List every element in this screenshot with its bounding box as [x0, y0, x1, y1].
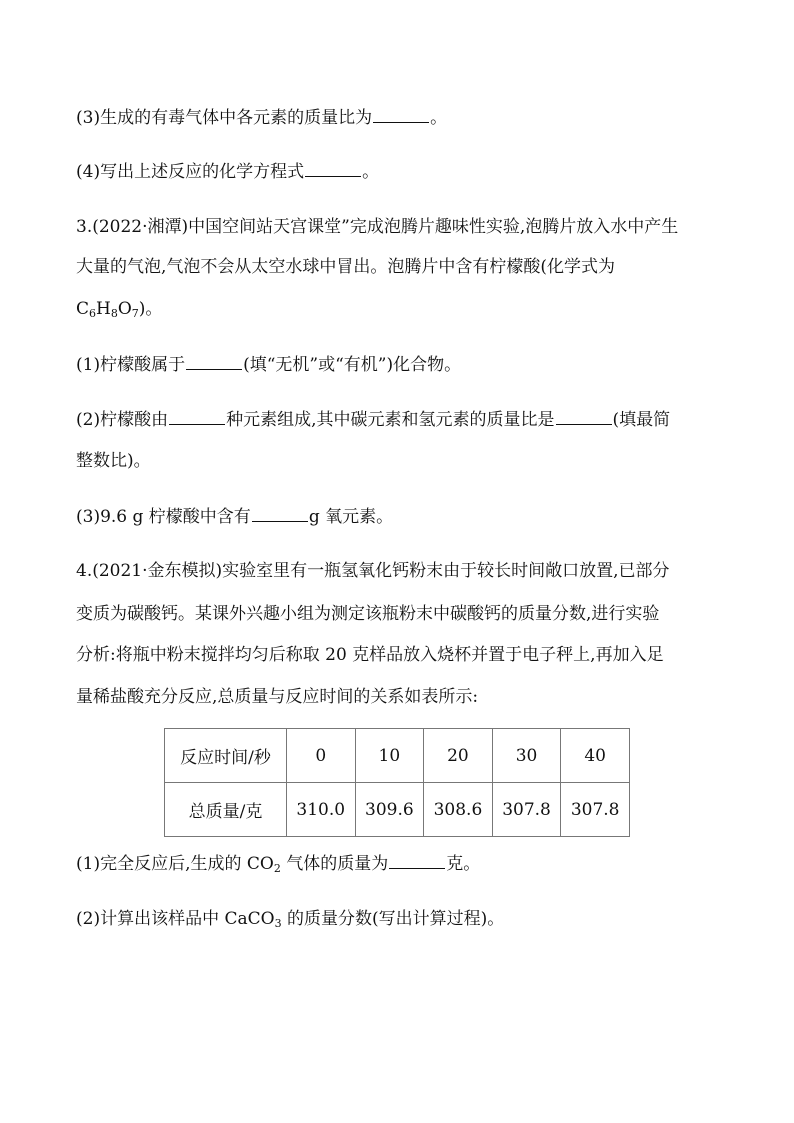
table-cell: 309.6 — [355, 783, 424, 837]
formula-end: )。 — [138, 299, 163, 319]
answer-blank[interactable] — [373, 106, 429, 123]
table-cell: 310.0 — [286, 783, 355, 837]
q2-sub4 — [76, 160, 726, 183]
q2-sub3-end: 。 — [430, 108, 448, 128]
q2-sub3-text: (3)生成的有毒气体中各元素的质量比为 — [76, 108, 373, 128]
q4-intro-line3: 分析:将瓶中粉末搅拌均匀后称取 20 克样品放入烧杯并置于电子秤上,再加入足 — [76, 645, 664, 665]
formula-subscript: 3 — [274, 917, 282, 930]
reaction-data-table — [164, 728, 630, 837]
table-cell: 40 — [561, 729, 630, 783]
q2-sub3 — [76, 106, 726, 129]
q3-sub2-mid: 种元素组成,其中碳元素和氢元素的质量比是 — [226, 410, 555, 430]
table-cell: 10 — [355, 729, 424, 783]
q2-sub4-text: (4)写出上述反应的化学方程式 — [76, 162, 305, 182]
formula-subscript: 7 — [131, 307, 139, 320]
table-cell: 307.8 — [561, 783, 630, 837]
q3-formula-line — [76, 298, 726, 320]
q4-intro-line4: 量稀盐酸充分反应,总质量与反应时间的关系如表所示: — [76, 687, 479, 707]
q3-sub2-line2: 整数比)。 — [76, 451, 151, 471]
q4-sub1 — [76, 852, 726, 875]
q3-intro-line1: 3.(2022·湘潭)中国空间站天宫课堂”完成泡腾片趣味性实验,泡腾片放入水中产生 — [76, 217, 679, 237]
table-cell: 30 — [492, 729, 561, 783]
q4-sub1-end: 克。 — [446, 854, 481, 874]
formula-subscript: 6 — [89, 307, 97, 320]
q4-sub2-text: (2)计算出该样品中 CaCO — [76, 909, 275, 929]
q3-sub1-text: (1)柠檬酸属于 — [76, 355, 186, 375]
formula-subscript: 2 — [273, 862, 281, 875]
table-cell: 20 — [424, 729, 493, 783]
table-cell: 308.6 — [424, 783, 493, 837]
answer-blank[interactable] — [186, 353, 242, 370]
formula-part: C — [76, 299, 90, 319]
answer-blank[interactable] — [389, 852, 445, 869]
answer-blank[interactable] — [169, 408, 225, 425]
formula-part: H — [96, 299, 111, 319]
q4-sub2-end: 的质量分数(写出计算过程)。 — [281, 909, 505, 929]
q3-sub2-text: (2)柠檬酸由 — [76, 410, 169, 430]
q3-sub2 — [76, 408, 726, 431]
answer-blank[interactable] — [556, 408, 612, 425]
q4-sub1-mid: 气体的质量为 — [280, 854, 389, 874]
q3-sub3-end: g 氧元素。 — [308, 507, 394, 527]
q3-sub3 — [76, 505, 726, 528]
formula-part: O — [117, 299, 132, 319]
answer-blank[interactable] — [252, 505, 308, 522]
q2-sub4-end: 。 — [362, 162, 380, 182]
q3-sub3-text: (3)9.6 g 柠檬酸中含有 — [76, 507, 251, 527]
table-row — [165, 729, 630, 783]
table-cell: 0 — [286, 729, 355, 783]
table-header-mass: 总质量/克 — [165, 783, 287, 837]
table-cell: 307.8 — [492, 783, 561, 837]
answer-blank[interactable] — [305, 160, 361, 177]
q3-intro-line2: 大量的气泡,气泡不会从太空水球中冒出。泡腾片中含有柠檬酸(化学式为 — [76, 257, 616, 277]
table-header-time: 反应时间/秒 — [165, 729, 287, 783]
q3-sub1-end: (填“无机”或“有机”)化合物。 — [243, 355, 462, 375]
q4-intro-line1: 4.(2021·金东模拟)实验室里有一瓶氢氧化钙粉末由于较长时间敞口放置,已部分 — [76, 561, 670, 581]
q3-sub1 — [76, 353, 726, 376]
q4-intro-line2: 变质为碳酸钙。某课外兴趣小组为测定该瓶粉末中碳酸钙的质量分数,进行实验 — [76, 604, 660, 624]
q3-sub2-end: (填最简 — [612, 410, 671, 430]
q4-sub2 — [76, 908, 726, 930]
formula-subscript: 8 — [110, 307, 118, 320]
q4-sub1-text: (1)完全反应后,生成的 CO — [76, 854, 274, 874]
table-row — [165, 783, 630, 837]
